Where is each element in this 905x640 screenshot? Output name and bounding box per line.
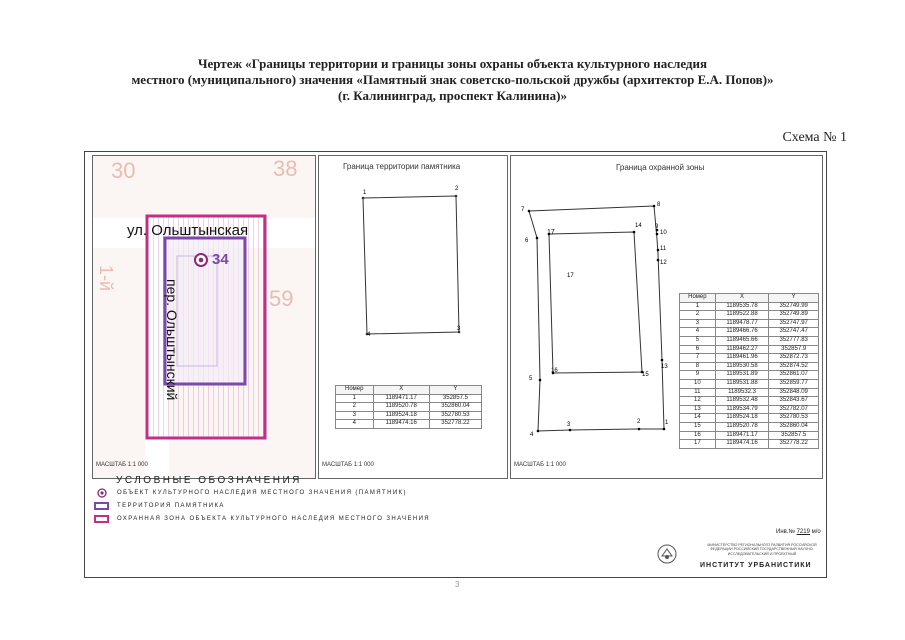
territory-coordinates-table (335, 385, 482, 429)
title-line-3: (г. Калининград, проспект Калинина)» (338, 88, 567, 103)
scheme-number: Схема № 1 (782, 130, 847, 145)
table-row: 13 1189534.79 352782.07 (680, 405, 819, 414)
legend-territory-swatch (94, 502, 109, 510)
zone-scale: МАСШТАБ 1:1 000 (514, 462, 566, 468)
bg-number-1: 1-й (96, 265, 116, 292)
zone-point-10: 10 (660, 230, 667, 236)
title-line-2: местного (муниципального) значения «Памятный знак советско-польской дружбы (архитектор Е.А. Попов)» (131, 72, 774, 87)
table-row: 4 1189466.76 352747.47 (680, 328, 819, 337)
legend-territory-label: ТЕРРИТОРИЯ ПАМЯТНИКА (117, 503, 225, 509)
legend-object-icon (94, 489, 109, 497)
table-row: 16 1189471.17 352857.5 (680, 431, 819, 440)
territory-col-y: Y (429, 386, 481, 395)
zone-point-5: 5 (529, 376, 533, 382)
zone-point-17: 17 (547, 229, 555, 236)
table-row: 14 1189524.18 352780.53 (680, 414, 819, 423)
map-scale: МАСШТАБ 1:1 000 (96, 462, 148, 468)
inventory-suffix: м/о (811, 529, 821, 535)
zone-inner-territory (549, 232, 642, 373)
object-number-label: 34 (212, 251, 229, 268)
inventory-label: Инв.№ (776, 529, 795, 535)
zone-col-number: Номер (680, 294, 716, 303)
territory-panel (318, 155, 508, 479)
zone-point-12: 12 (660, 260, 667, 266)
table-row: 3 1189478.77 352747.97 (680, 319, 819, 328)
legend-zone-label: ОХРАННАЯ ЗОНА ОБЪЕКТА КУЛЬТУРНОГО НАСЛЕДИЯ МЕСТНОГО ЗНАЧЕНИЯ (117, 516, 431, 522)
bg-number-30: 30 (111, 158, 136, 183)
table-row: 4 1189474.16 352778.22 (336, 420, 482, 429)
table-row: 1 1189471.17 352857.5 (336, 394, 482, 403)
table-row: 9 1189531.89 352861.07 (680, 371, 819, 380)
bg-number-59: 59 (269, 286, 294, 311)
zone-point-7: 7 (521, 207, 525, 213)
table-row: 1 1189535.78 352749.99 (680, 302, 819, 311)
zone-panel (510, 155, 823, 479)
table-row: 10 1189531.88 352859.77 (680, 379, 819, 388)
inventory-number (776, 529, 821, 535)
legend-item-territory (94, 502, 225, 510)
zone-point-3: 3 (567, 422, 571, 428)
title-line-1: Чертеж «Границы территории и границы зоны охраны объекта культурного наследия (197, 56, 708, 71)
territory-col-number: Номер (336, 386, 374, 395)
territory-scale: МАСШТАБ 1:1 000 (322, 462, 374, 468)
zone-point-4: 4 (530, 432, 534, 438)
zone-point-9: 9 (655, 224, 659, 230)
zone-point-16: 16 (551, 368, 558, 374)
table-row: 2 1189520.78 352860.04 (336, 403, 482, 412)
lane-label: пер. Ольштынский (164, 279, 180, 401)
bg-number-38: 38 (273, 156, 298, 181)
street-label: ул. Ольштынская (127, 222, 249, 239)
zone-point-14: 14 (635, 223, 642, 229)
map-svg (93, 156, 315, 478)
territory-col-x: X (373, 386, 429, 395)
zone-point-13: 13 (661, 364, 668, 370)
table-row: 2 1189522.88 352749.89 (680, 311, 819, 320)
drawing-title (0, 56, 905, 104)
zone-panel-title: Граница охранной зоны (616, 163, 705, 172)
legend-heading: УСЛОВНЫЕ ОБОЗНАЧЕНИЯ (116, 475, 302, 486)
territory-point-3: 3 (457, 326, 461, 332)
institute-name: ИНСТИТУТ УРБАНИСТИКИ (700, 562, 812, 569)
table-row: 6 1189462.27 352857.9 (680, 345, 819, 354)
zone-plan-svg (511, 156, 681, 446)
legend-object-label: ОБЪЕКТ КУЛЬТУРНОГО НАСЛЕДИЯ МЕСТНОГО ЗНАЧЕНИЯ (ПАМЯТНИК) (117, 490, 407, 496)
zone-point-6: 6 (525, 238, 529, 244)
table-row: 8 1189530.58 352874.52 (680, 362, 819, 371)
ministry-text: МИНИСТЕРСТВО РЕГИОНАЛЬНОГО РАЗВИТИЯ РОССИЙСКОЙ ФЕДЕРАЦИИ РОССИЙСКИЙ ГОСУДАРСТВЕННЫЙ НАУЧНО-ИССЛЕДОВАТЕЛЬСКИЙ И ПРОЕКТНЫЙ (707, 543, 817, 556)
map-panel (92, 155, 316, 479)
table-row: 17 1189474.16 352778.22 (680, 440, 819, 449)
table-row: 12 1189532.48 352843.67 (680, 397, 819, 406)
zone-point-1: 1 (665, 420, 669, 426)
emblem-icon (656, 543, 678, 565)
zone-col-x: X (715, 294, 769, 303)
territory-panel-title: Граница территории памятника (343, 162, 461, 171)
inventory-value: 7219 (796, 529, 810, 535)
territory-plan-svg (319, 156, 509, 356)
zone-point-8: 8 (657, 202, 661, 208)
table-row: 15 1189520.78 352860.04 (680, 422, 819, 431)
table-row: 11 1189532.3 352848.09 (680, 388, 819, 397)
legend-zone-swatch (94, 515, 109, 523)
zone-center-label: 17 (567, 273, 574, 279)
zone-coordinates-table (679, 293, 819, 449)
territory-polygon (363, 196, 459, 334)
table-row: 3 1189524.18 352780.53 (336, 411, 482, 420)
table-row: 5 1189465.66 352777.83 (680, 336, 819, 345)
zone-point-15: 15 (642, 372, 649, 378)
territory-point-1: 1 (363, 190, 367, 196)
zone-point-11: 11 (660, 246, 667, 252)
territory-point-4: 4 (367, 332, 371, 338)
zone-point-2: 2 (637, 419, 641, 425)
zone-col-y: Y (769, 294, 819, 303)
territory-point-2: 2 (455, 186, 459, 192)
table-row: 7 1189461.96 352872.73 (680, 354, 819, 363)
legend-item-zone (94, 515, 430, 523)
legend-item-object (94, 489, 407, 497)
page-number: 3 (455, 580, 460, 589)
